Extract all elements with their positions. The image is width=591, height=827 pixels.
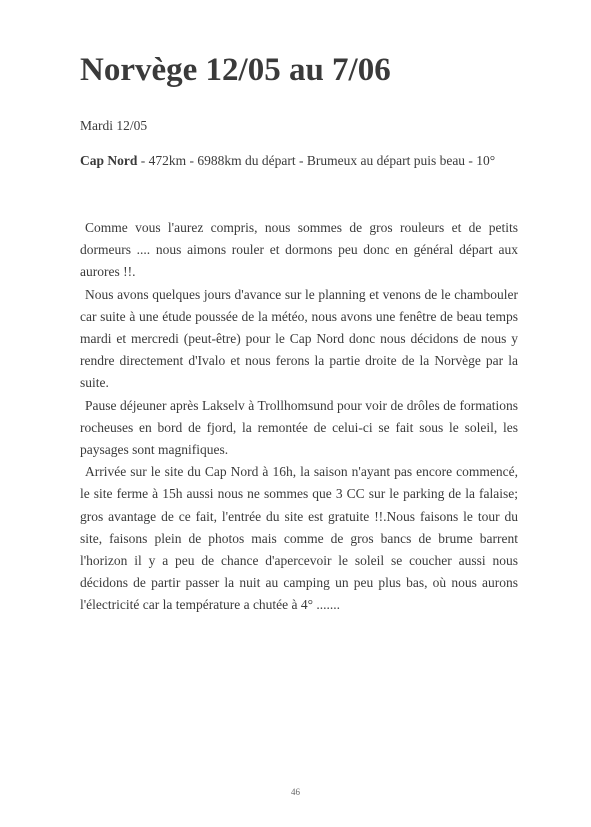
entry-date: Mardi 12/05 bbox=[80, 118, 148, 133]
body-text bbox=[80, 217, 518, 617]
stage-summary bbox=[80, 150, 517, 172]
paragraph: Pause déjeuner après Lakselv à Trollhomsund pour voir de drôles de formations rocheuses en bord de fjord, la remontée de celui-ci se fait sous le soleil, les paysages sont magnifiques. bbox=[80, 397, 518, 458]
page-number: 46 bbox=[291, 787, 300, 797]
paragraph: Comme vous l'aurez compris, nous sommes de gros rouleurs et de petits dormeurs .... nous aimons rouler et dormons peu donc en général départ aux aurores !!. bbox=[80, 220, 518, 280]
page-title: Norvège 12/05 au 7/06 bbox=[80, 52, 391, 88]
paragraph: Arrivée sur le site du Cap Nord à 16h, la saison n'ayant pas encore commencé, le site ferme à 15h aussi nous ne sommes que 3 CC sur le parking de la falaise; gros avantage de ce fait, l'entrée du site est gratuite !!.Nous faisons le tour du site, faisons plein de photos mais comme de gros bancs de brume barrent l'horizon il y a peu de chance d'apercevoir le soleil se coucher aussi nous décidons de partir passer la nuit au camping un peu plus bas, où nous aurons l'électricité car la température a chutée à 4° ....... bbox=[80, 464, 518, 613]
stage-details: - 472km - 6988km du départ - Brumeux au départ puis beau - 10° bbox=[137, 153, 496, 168]
stage-place: Cap Nord bbox=[80, 153, 138, 168]
paragraph: Nous avons quelques jours d'avance sur le planning et venons de le chambouler car suite à une étude poussée de la météo, nous avons une fenêtre de beau temps mardi et mercredi (peut-être) pour le Cap Nord donc nous décidons de nous y rendre directement d'Ivalo et nous ferons la partie droite de la Norvège par la suite. bbox=[80, 286, 518, 391]
